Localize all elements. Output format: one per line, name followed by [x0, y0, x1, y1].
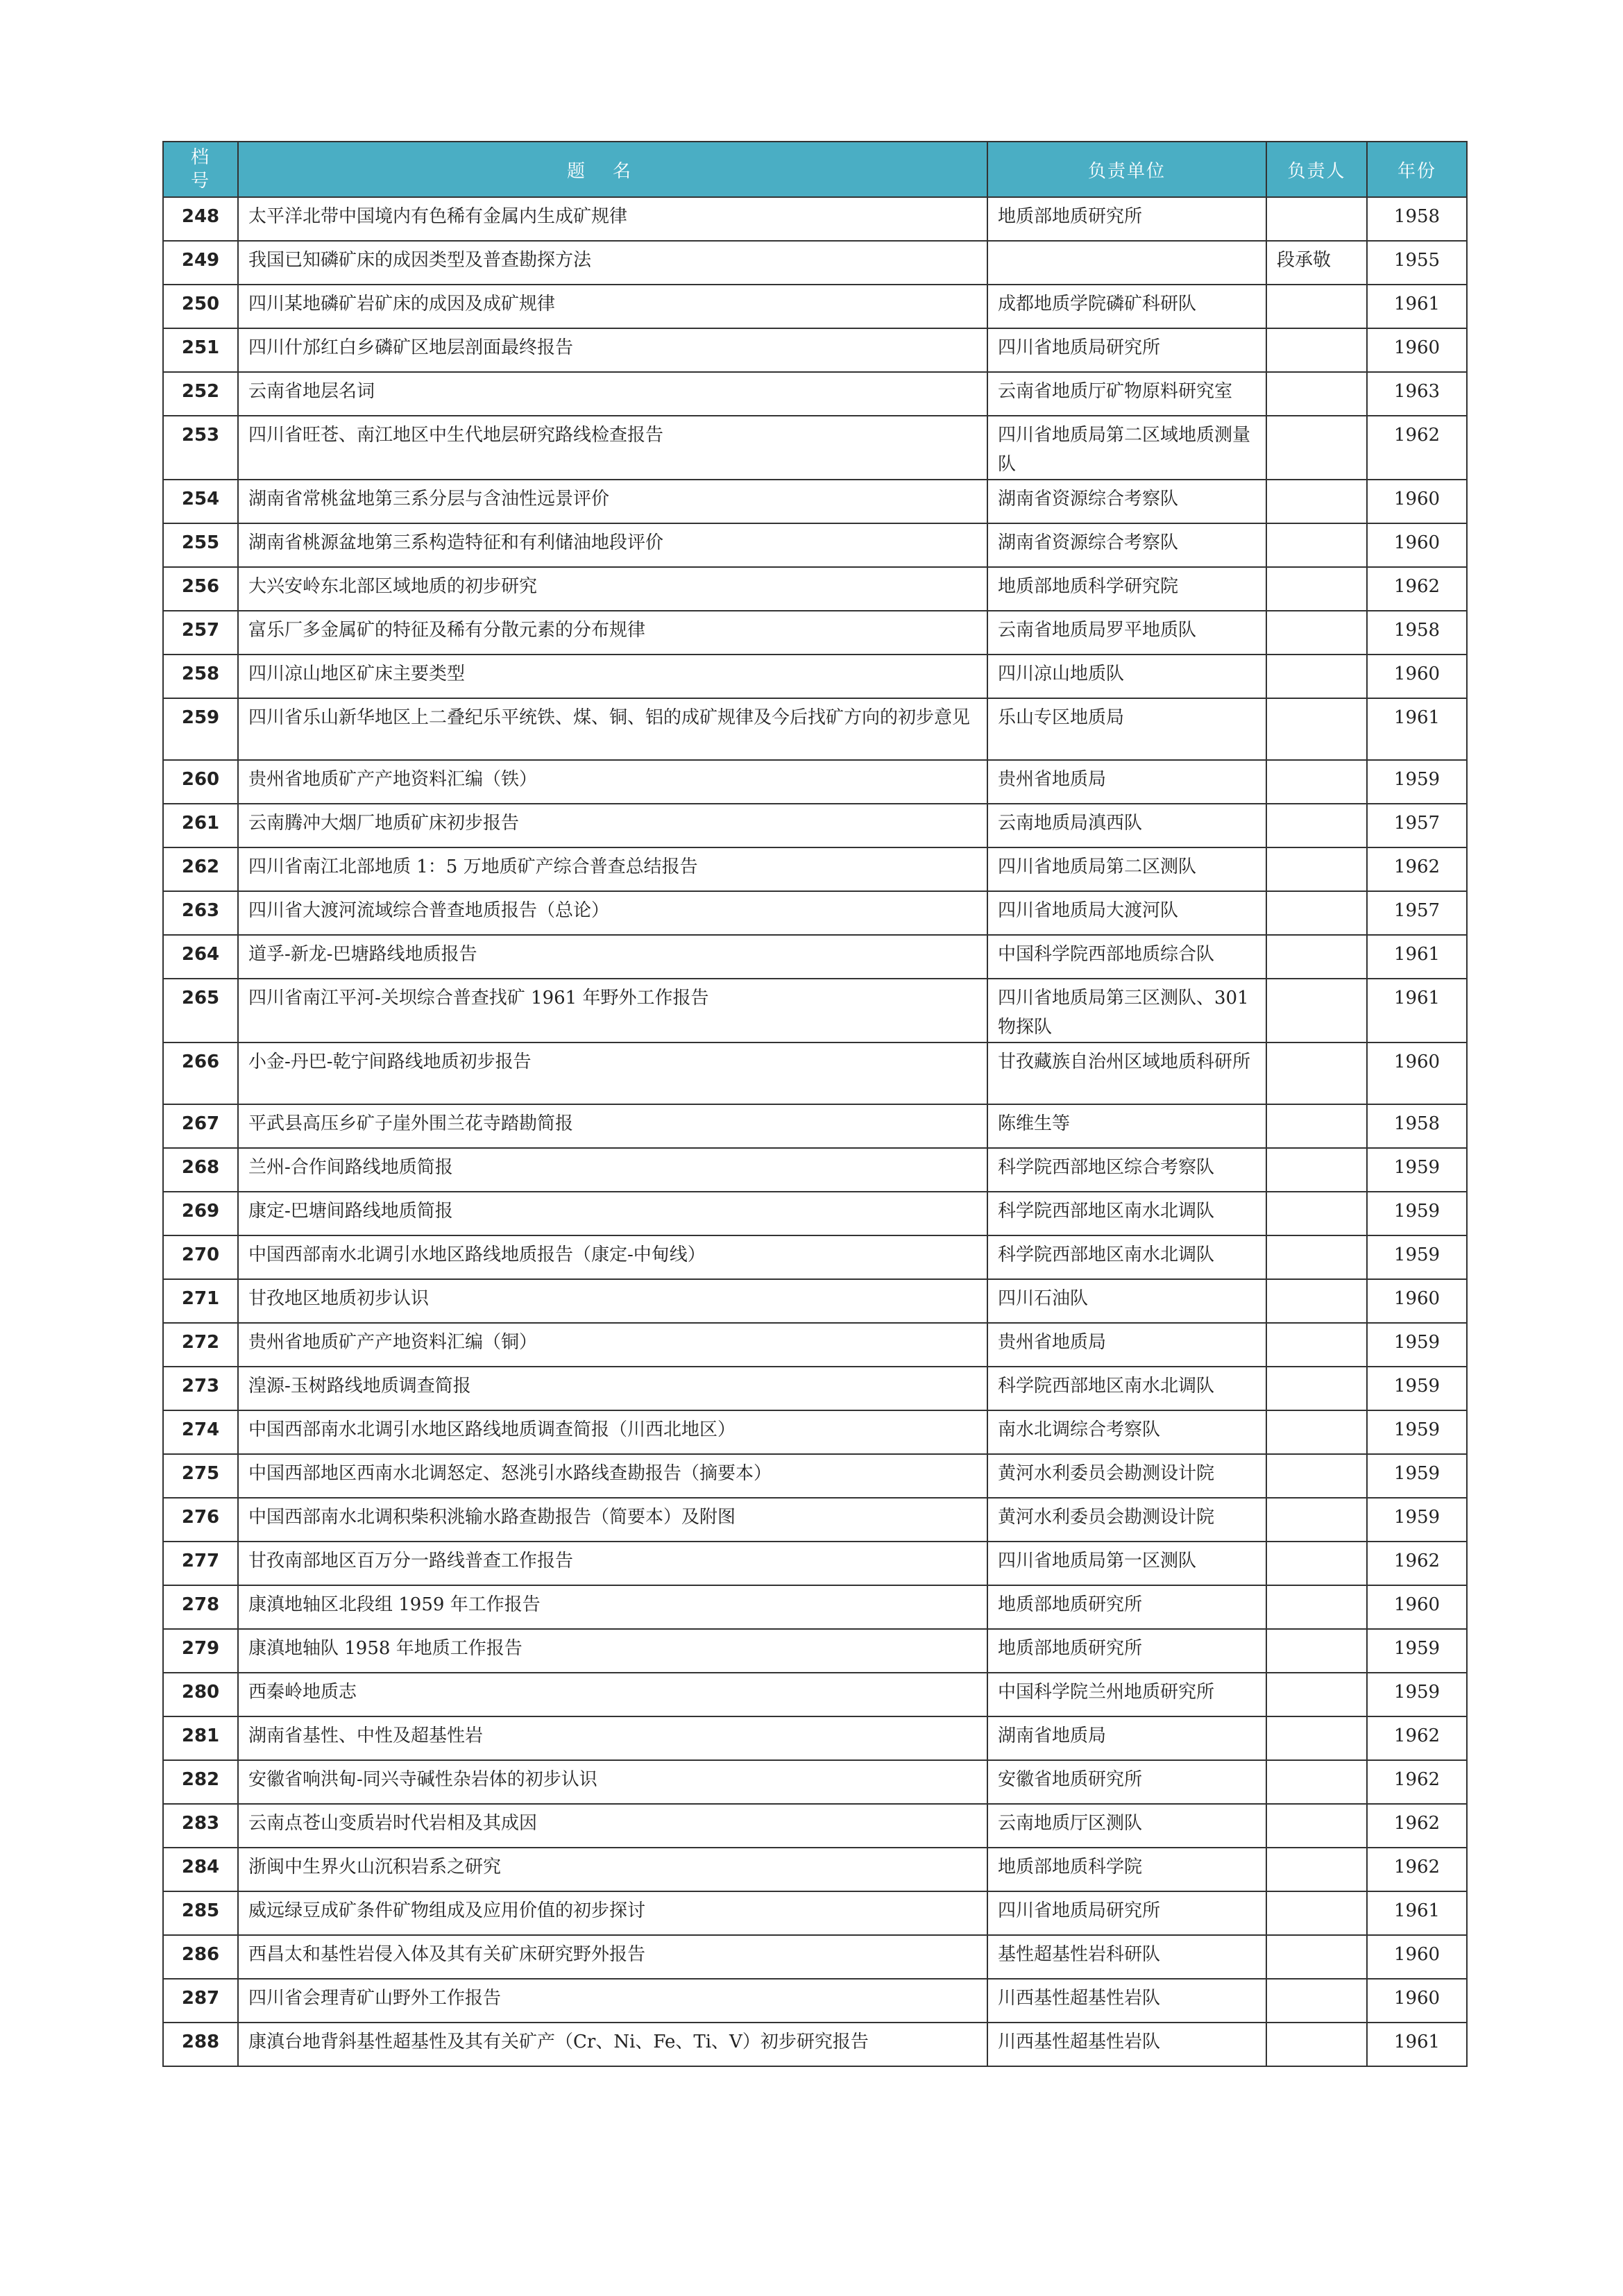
- responsible-person-cell: [1266, 804, 1367, 847]
- title-cell: 湟源-玉树路线地质调查简报: [238, 1367, 987, 1410]
- header-unit: 负责单位: [987, 142, 1266, 197]
- title-cell: 威远绿豆成矿条件矿物组成及应用价值的初步探讨: [238, 1891, 987, 1935]
- year-cell: 1959: [1367, 1410, 1467, 1454]
- responsible-person-cell: [1266, 891, 1367, 935]
- archive-number-cell: 269: [163, 1192, 238, 1235]
- archive-number-cell: 257: [163, 611, 238, 655]
- title-cell: 云南省地层名词: [238, 372, 987, 416]
- year-cell: 1962: [1367, 1760, 1467, 1804]
- title-cell: 安徽省响洪甸-同兴寺碱性杂岩体的初步认识: [238, 1760, 987, 1804]
- responsible-unit-cell: 基性超基性岩科研队: [987, 1935, 1266, 1979]
- responsible-unit-cell: 湖南省资源综合考察队: [987, 523, 1266, 567]
- archive-number-cell: 271: [163, 1279, 238, 1323]
- responsible-unit-cell: 云南地质局滇西队: [987, 804, 1266, 847]
- responsible-person-cell: [1266, 760, 1367, 804]
- title-cell: 中国西部南水北调引水地区路线地质报告（康定-中甸线）: [238, 1235, 987, 1279]
- year-cell: 1961: [1367, 2023, 1467, 2066]
- responsible-unit-cell: 川西基性超基性岩队: [987, 2023, 1266, 2066]
- year-cell: 1959: [1367, 1192, 1467, 1235]
- archive-number-cell: 279: [163, 1629, 238, 1673]
- year-cell: 1957: [1367, 804, 1467, 847]
- table-row: [163, 1454, 1467, 1498]
- responsible-unit-cell: 南水北调综合考察队: [987, 1410, 1266, 1454]
- responsible-unit-cell: 乐山专区地质局: [987, 698, 1266, 760]
- table-row: [163, 1279, 1467, 1323]
- responsible-unit-cell: 云南省地质厅矿物原料研究室: [987, 372, 1266, 416]
- responsible-person-cell: [1266, 935, 1367, 979]
- title-cell: 中国西部地区西南水北调怒定、怒洮引水路线查勘报告（摘要本）: [238, 1454, 987, 1498]
- year-cell: 1962: [1367, 1716, 1467, 1760]
- responsible-person-cell: [1266, 1454, 1367, 1498]
- responsible-unit-cell: 四川省地质局研究所: [987, 328, 1266, 372]
- archive-number-cell: 254: [163, 480, 238, 523]
- responsible-unit-cell: 贵州省地质局: [987, 1323, 1266, 1367]
- archive-number-cell: 249: [163, 241, 238, 285]
- archive-number-cell: 267: [163, 1104, 238, 1148]
- year-cell: 1962: [1367, 416, 1467, 480]
- year-cell: 1962: [1367, 847, 1467, 891]
- year-cell: 1963: [1367, 372, 1467, 416]
- responsible-unit-cell: 地质部地质科学院: [987, 1848, 1266, 1891]
- title-cell: 四川省会理青矿山野外工作报告: [238, 1979, 987, 2023]
- responsible-unit-cell: 四川省地质局第二区测队: [987, 847, 1266, 891]
- table-row: [163, 1104, 1467, 1148]
- responsible-person-cell: [1266, 1760, 1367, 1804]
- responsible-unit-cell: 科学院西部地区南水北调队: [987, 1192, 1266, 1235]
- archive-number-cell: 276: [163, 1498, 238, 1542]
- responsible-unit-cell: 科学院西部地区南水北调队: [987, 1235, 1266, 1279]
- table-row: [163, 197, 1467, 241]
- header-title-label: 题名: [566, 160, 658, 182]
- year-cell: 1957: [1367, 891, 1467, 935]
- responsible-person-cell: [1266, 1629, 1367, 1673]
- responsible-person-cell: [1266, 979, 1367, 1043]
- table-row: [163, 760, 1467, 804]
- title-cell: 小金-丹巴-乾宁间路线地质初步报告: [238, 1043, 987, 1104]
- responsible-unit-cell: 川西基性超基性岩队: [987, 1979, 1266, 2023]
- table-row: [163, 1979, 1467, 2023]
- year-cell: 1961: [1367, 979, 1467, 1043]
- responsible-unit-cell: 四川省地质局第三区测队、301 物探队: [987, 979, 1266, 1043]
- archive-number-cell: 278: [163, 1585, 238, 1629]
- responsible-person-cell: [1266, 416, 1367, 480]
- table-row: [163, 1148, 1467, 1192]
- title-cell: 太平洋北带中国境内有色稀有金属内生成矿规律: [238, 197, 987, 241]
- responsible-person-cell: [1266, 611, 1367, 655]
- year-cell: 1960: [1367, 1935, 1467, 1979]
- archive-number-cell: 274: [163, 1410, 238, 1454]
- archive-number-cell: 281: [163, 1716, 238, 1760]
- table-row: [163, 328, 1467, 372]
- title-cell: 四川凉山地区矿床主要类型: [238, 655, 987, 698]
- title-cell: 浙闽中生界火山沉积岩系之研究: [238, 1848, 987, 1891]
- table-row: [163, 847, 1467, 891]
- table-row: [163, 1542, 1467, 1585]
- archive-number-cell: 280: [163, 1673, 238, 1716]
- table-row: [163, 1891, 1467, 1935]
- table-row: [163, 1935, 1467, 1979]
- table-row: [163, 1323, 1467, 1367]
- table-row: [163, 891, 1467, 935]
- table-row: [163, 480, 1467, 523]
- responsible-person-cell: [1266, 1410, 1367, 1454]
- responsible-unit-cell: 云南省地质局罗平地质队: [987, 611, 1266, 655]
- table-row: [163, 523, 1467, 567]
- table-row: [163, 1804, 1467, 1848]
- year-cell: 1961: [1367, 698, 1467, 760]
- year-cell: 1960: [1367, 523, 1467, 567]
- responsible-person-cell: [1266, 1542, 1367, 1585]
- header-year: 年份: [1367, 142, 1467, 197]
- archive-number-cell: 248: [163, 197, 238, 241]
- title-cell: 甘孜地区地质初步认识: [238, 1279, 987, 1323]
- responsible-person-cell: [1266, 567, 1367, 611]
- header-archive-number-bottom: 号: [190, 171, 210, 192]
- year-cell: 1958: [1367, 1104, 1467, 1148]
- archive-table: [162, 141, 1468, 2067]
- title-cell: 康滇台地背斜基性超基性及其有关矿产（Cr、Ni、Fe、Ti、V）初步研究报告: [238, 2023, 987, 2066]
- archive-number-cell: 262: [163, 847, 238, 891]
- title-cell: 西秦岭地质志: [238, 1673, 987, 1716]
- responsible-person-cell: [1266, 847, 1367, 891]
- table-body: [163, 197, 1467, 2066]
- responsible-person-cell: [1266, 1323, 1367, 1367]
- title-cell: 大兴安岭东北部区域地质的初步研究: [238, 567, 987, 611]
- table-row: [163, 698, 1467, 760]
- title-cell: 云南点苍山变质岩时代岩相及其成因: [238, 1804, 987, 1848]
- year-cell: 1959: [1367, 1498, 1467, 1542]
- year-cell: 1962: [1367, 1848, 1467, 1891]
- year-cell: 1960: [1367, 1043, 1467, 1104]
- table-row: [163, 1848, 1467, 1891]
- year-cell: 1961: [1367, 935, 1467, 979]
- responsible-person-cell: [1266, 1043, 1367, 1104]
- archive-number-cell: 273: [163, 1367, 238, 1410]
- responsible-person-cell: [1266, 285, 1367, 328]
- archive-number-cell: 252: [163, 372, 238, 416]
- table-row: [163, 241, 1467, 285]
- year-cell: 1959: [1367, 1148, 1467, 1192]
- year-cell: 1962: [1367, 1542, 1467, 1585]
- archive-number-cell: 275: [163, 1454, 238, 1498]
- responsible-unit-cell: [987, 241, 1266, 285]
- archive-number-cell: 277: [163, 1542, 238, 1585]
- table-row: [163, 1716, 1467, 1760]
- year-cell: 1959: [1367, 1673, 1467, 1716]
- responsible-unit-cell: 湖南省地质局: [987, 1716, 1266, 1760]
- archive-number-cell: 270: [163, 1235, 238, 1279]
- responsible-unit-cell: 陈维生等: [987, 1104, 1266, 1148]
- title-cell: 中国西部南水北调积柴积洮输水路查勘报告（简要本）及附图: [238, 1498, 987, 1542]
- year-cell: 1962: [1367, 567, 1467, 611]
- table-row: [163, 1043, 1467, 1104]
- responsible-person-cell: [1266, 1148, 1367, 1192]
- responsible-unit-cell: 四川省地质局研究所: [987, 1891, 1266, 1935]
- year-cell: 1960: [1367, 655, 1467, 698]
- responsible-person-cell: 段承敬: [1266, 241, 1367, 285]
- title-cell: 四川省南江北部地质 1：5 万地质矿产综合普查总结报告: [238, 847, 987, 891]
- archive-number-cell: 255: [163, 523, 238, 567]
- archive-number-cell: 261: [163, 804, 238, 847]
- responsible-unit-cell: 黄河水利委员会勘测设计院: [987, 1498, 1266, 1542]
- table-header-row: [163, 142, 1467, 197]
- title-cell: 湖南省基性、中性及超基性岩: [238, 1716, 987, 1760]
- header-person: 负责人: [1266, 142, 1367, 197]
- table-row: [163, 1673, 1467, 1716]
- title-cell: 湖南省常桃盆地第三系分层与含油性远景评价: [238, 480, 987, 523]
- archive-number-cell: 268: [163, 1148, 238, 1192]
- archive-number-cell: 286: [163, 1935, 238, 1979]
- archive-number-cell: 266: [163, 1043, 238, 1104]
- responsible-unit-cell: 中国科学院兰州地质研究所: [987, 1673, 1266, 1716]
- archive-number-cell: 251: [163, 328, 238, 372]
- title-cell: 四川什邡红白乡磷矿区地层剖面最终报告: [238, 328, 987, 372]
- header-title: [238, 142, 987, 197]
- table-row: [163, 2023, 1467, 2066]
- responsible-unit-cell: 四川省地质局第二区域地质测量队: [987, 416, 1266, 480]
- responsible-unit-cell: 四川石油队: [987, 1279, 1266, 1323]
- responsible-person-cell: [1266, 1716, 1367, 1760]
- year-cell: 1958: [1367, 611, 1467, 655]
- responsible-unit-cell: 科学院西部地区南水北调队: [987, 1367, 1266, 1410]
- title-cell: 康滇地轴队 1958 年地质工作报告: [238, 1629, 987, 1673]
- title-cell: 云南腾冲大烟厂地质矿床初步报告: [238, 804, 987, 847]
- title-cell: 贵州省地质矿产产地资料汇编（铁）: [238, 760, 987, 804]
- responsible-person-cell: [1266, 655, 1367, 698]
- archive-number-cell: 285: [163, 1891, 238, 1935]
- responsible-unit-cell: 四川省地质局大渡河队: [987, 891, 1266, 935]
- title-cell: 我国已知磷矿床的成因类型及普查勘探方法: [238, 241, 987, 285]
- table-row: [163, 1367, 1467, 1410]
- table-row: [163, 655, 1467, 698]
- year-cell: 1960: [1367, 1585, 1467, 1629]
- responsible-person-cell: [1266, 1804, 1367, 1848]
- responsible-unit-cell: 中国科学院西部地质综合队: [987, 935, 1266, 979]
- responsible-person-cell: [1266, 328, 1367, 372]
- title-cell: 四川省旺苍、南江地区中生代地层研究路线检查报告: [238, 416, 987, 480]
- responsible-person-cell: [1266, 1891, 1367, 1935]
- year-cell: 1960: [1367, 480, 1467, 523]
- header-archive-number: [163, 142, 238, 197]
- table-row: [163, 1585, 1467, 1629]
- title-cell: 兰州-合作间路线地质简报: [238, 1148, 987, 1192]
- year-cell: 1955: [1367, 241, 1467, 285]
- title-cell: 康定-巴塘间路线地质简报: [238, 1192, 987, 1235]
- table-row: [163, 1498, 1467, 1542]
- year-cell: 1960: [1367, 1979, 1467, 2023]
- table-row: [163, 1192, 1467, 1235]
- responsible-unit-cell: 湖南省资源综合考察队: [987, 480, 1266, 523]
- title-cell: 湖南省桃源盆地第三系构造特征和有利储油地段评价: [238, 523, 987, 567]
- archive-number-cell: 258: [163, 655, 238, 698]
- responsible-person-cell: [1266, 523, 1367, 567]
- responsible-person-cell: [1266, 1235, 1367, 1279]
- table-row: [163, 416, 1467, 480]
- archive-number-cell: 272: [163, 1323, 238, 1367]
- table-row: [163, 567, 1467, 611]
- responsible-person-cell: [1266, 480, 1367, 523]
- responsible-unit-cell: 地质部地质研究所: [987, 197, 1266, 241]
- year-cell: 1961: [1367, 1891, 1467, 1935]
- title-cell: 四川省大渡河流域综合普查地质报告（总论）: [238, 891, 987, 935]
- archive-number-cell: 287: [163, 1979, 238, 2023]
- archive-number-cell: 263: [163, 891, 238, 935]
- responsible-unit-cell: 云南地质厅区测队: [987, 1804, 1266, 1848]
- year-cell: 1960: [1367, 1279, 1467, 1323]
- archive-number-cell: 259: [163, 698, 238, 760]
- year-cell: 1959: [1367, 1454, 1467, 1498]
- responsible-person-cell: [1266, 197, 1367, 241]
- responsible-person-cell: [1266, 1279, 1367, 1323]
- title-cell: 甘孜南部地区百万分一路线普查工作报告: [238, 1542, 987, 1585]
- title-cell: 贵州省地质矿产产地资料汇编（铜）: [238, 1323, 987, 1367]
- archive-number-cell: 260: [163, 760, 238, 804]
- responsible-unit-cell: 甘孜藏族自治州区域地质科研所: [987, 1043, 1266, 1104]
- archive-number-cell: 282: [163, 1760, 238, 1804]
- responsible-unit-cell: 安徽省地质研究所: [987, 1760, 1266, 1804]
- responsible-unit-cell: 黄河水利委员会勘测设计院: [987, 1454, 1266, 1498]
- year-cell: 1959: [1367, 1367, 1467, 1410]
- archive-number-cell: 264: [163, 935, 238, 979]
- responsible-person-cell: [1266, 1367, 1367, 1410]
- title-cell: 中国西部南水北调引水地区路线地质调查简报（川西北地区）: [238, 1410, 987, 1454]
- table-row: [163, 285, 1467, 328]
- archive-number-cell: 250: [163, 285, 238, 328]
- responsible-person-cell: [1266, 2023, 1367, 2066]
- year-cell: 1961: [1367, 285, 1467, 328]
- responsible-person-cell: [1266, 372, 1367, 416]
- responsible-person-cell: [1266, 1498, 1367, 1542]
- responsible-unit-cell: 四川凉山地质队: [987, 655, 1266, 698]
- table-row: [163, 979, 1467, 1043]
- responsible-person-cell: [1266, 1673, 1367, 1716]
- responsible-unit-cell: 科学院西部地区综合考察队: [987, 1148, 1266, 1192]
- title-cell: 四川省乐山新华地区上二叠纪乐平统铁、煤、铜、铝的成矿规律及今后找矿方向的初步意见: [238, 698, 987, 760]
- year-cell: 1962: [1367, 1804, 1467, 1848]
- year-cell: 1958: [1367, 197, 1467, 241]
- responsible-person-cell: [1266, 1104, 1367, 1148]
- responsible-unit-cell: 地质部地质研究所: [987, 1585, 1266, 1629]
- responsible-person-cell: [1266, 1848, 1367, 1891]
- title-cell: 四川某地磷矿岩矿床的成因及成矿规律: [238, 285, 987, 328]
- responsible-unit-cell: 成都地质学院磷矿科研队: [987, 285, 1266, 328]
- title-cell: 四川省南江平河-关坝综合普查找矿 1961 年野外工作报告: [238, 979, 987, 1043]
- table-row: [163, 804, 1467, 847]
- table-row: [163, 1235, 1467, 1279]
- header-archive-number-top: 档: [190, 147, 210, 168]
- responsible-person-cell: [1266, 1585, 1367, 1629]
- title-cell: 富乐厂多金属矿的特征及稀有分散元素的分布规律: [238, 611, 987, 655]
- archive-number-cell: 288: [163, 2023, 238, 2066]
- title-cell: 西昌太和基性岩侵入体及其有关矿床研究野外报告: [238, 1935, 987, 1979]
- responsible-unit-cell: 地质部地质科学研究院: [987, 567, 1266, 611]
- table-row: [163, 611, 1467, 655]
- year-cell: 1959: [1367, 760, 1467, 804]
- responsible-person-cell: [1266, 1979, 1367, 2023]
- table-row: [163, 372, 1467, 416]
- year-cell: 1959: [1367, 1235, 1467, 1279]
- archive-number-cell: 265: [163, 979, 238, 1043]
- responsible-unit-cell: 四川省地质局第一区测队: [987, 1542, 1266, 1585]
- responsible-person-cell: [1266, 1935, 1367, 1979]
- responsible-unit-cell: 地质部地质研究所: [987, 1629, 1266, 1673]
- table-row: [163, 935, 1467, 979]
- title-cell: 道孚-新龙-巴塘路线地质报告: [238, 935, 987, 979]
- title-cell: 平武县高压乡矿子崖外围兰花寺踏勘简报: [238, 1104, 987, 1148]
- year-cell: 1960: [1367, 328, 1467, 372]
- responsible-person-cell: [1266, 1192, 1367, 1235]
- archive-number-cell: 256: [163, 567, 238, 611]
- archive-number-cell: 284: [163, 1848, 238, 1891]
- title-cell: 康滇地轴区北段组 1959 年工作报告: [238, 1585, 987, 1629]
- table-row: [163, 1410, 1467, 1454]
- responsible-unit-cell: 贵州省地质局: [987, 760, 1266, 804]
- table-row: [163, 1760, 1467, 1804]
- table-row: [163, 1629, 1467, 1673]
- responsible-person-cell: [1266, 698, 1367, 760]
- year-cell: 1959: [1367, 1323, 1467, 1367]
- archive-number-cell: 253: [163, 416, 238, 480]
- archive-number-cell: 283: [163, 1804, 238, 1848]
- year-cell: 1959: [1367, 1629, 1467, 1673]
